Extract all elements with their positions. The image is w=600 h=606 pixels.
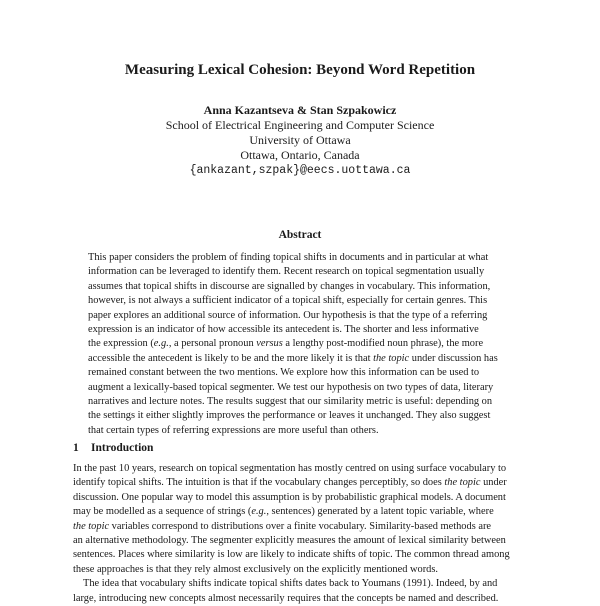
author-email: {ankazant,szpak}@eecs.uottawa.ca [189, 164, 411, 177]
abstract-line: expression is an indicator of how accessible its antecedent is. The shorter and less informative [88, 324, 479, 336]
intro-line: large, introducing new concepts almost necessarily requires that the concepts be named and described. [73, 592, 499, 604]
abstract-line: accessible the antecedent is likely to be and the more likely it is that the topic under discussion has [88, 352, 498, 364]
intro-line: may be modelled as a sequence of strings (e.g., sentences) generated by a latent topic variable, where [73, 506, 494, 518]
abstract-line: information can be leveraged to identify them. Recent research on topical segmentation usually [88, 266, 485, 278]
abstract-line: the expression (e.g., a personal pronoun versus a lengthy post-modified noun phrase), the more [88, 338, 484, 350]
intro-line: The idea that vocabulary shifts indicate topical shifts dates back to Youmans (1991). Indeed, by and [83, 578, 498, 590]
section-title: Introduction [91, 442, 154, 454]
affiliation-line: Ottawa, Ontario, Canada [240, 148, 360, 162]
author-block [0, 103, 600, 178]
intro-line: identify topical shifts. The intuition is that if the vocabulary changes perceptibly, so does the topic under [73, 477, 507, 489]
abstract-line: assumes that topical shifts in discourse are signalled by changes in vocabulary. This information, [88, 280, 491, 292]
section-number: 1 [73, 442, 79, 454]
abstract-line: remained constant between the two mentions. We explore how this information can be used to [88, 367, 480, 379]
abstract-body [88, 251, 512, 438]
affiliation-line: School of Electrical Engineering and Computer Science [165, 118, 435, 132]
abstract-line: however, is not always a sufficient indicator of a topical shift, especially for certain genres. This [88, 295, 488, 307]
abstract-line: augment a lexically-based topical segmenter. We test our hypothesis on two types of data, literary [88, 381, 494, 393]
author-names: Anna Kazantseva & Stan Szpakowicz [203, 103, 397, 117]
section-heading-introduction [73, 441, 153, 455]
affiliation-line: University of Ottawa [249, 133, 351, 147]
abstract-line: This paper considers the problem of finding topical shifts in documents and in particular at what [88, 252, 489, 263]
intro-line: In the past 10 years, research on topical segmentation has mostly centred on using surface vocabulary to [73, 463, 507, 474]
intro-line: an alternative methodology. The segmenter explicitly measures the amount of lexical similarity between [73, 535, 506, 547]
abstract-line: that certain types of referring expressions are more useful than others. [88, 424, 379, 436]
intro-line: sentences. Places where similarity is low are likely to indicate shifts of topic. The common thread among [73, 549, 510, 561]
introduction-body [73, 462, 531, 606]
intro-line: discussion. One popular way to model this assumption is by probabilistic graphical models. A document [73, 491, 506, 503]
paper-title: Measuring Lexical Cohesion: Beyond Word Repetition [124, 62, 476, 78]
abstract-line: narratives and lecture notes. The results suggest that our similarity metric is useful: depending on [88, 396, 493, 408]
intro-line: these approaches is that they rely almost exclusively on the explicitly mentioned words. [73, 563, 439, 575]
abstract-heading: Abstract [278, 229, 322, 241]
intro-line: the topic variables correspond to distributions over a finite vocabulary. Similarity-based methods are [73, 520, 492, 532]
abstract-line: the settings it either slightly improves the performance or leaves it unchanged. They also suggest [88, 410, 491, 422]
abstract-line: paper explores an additional source of information. Our hypothesis is that the type of a referring [88, 309, 488, 321]
